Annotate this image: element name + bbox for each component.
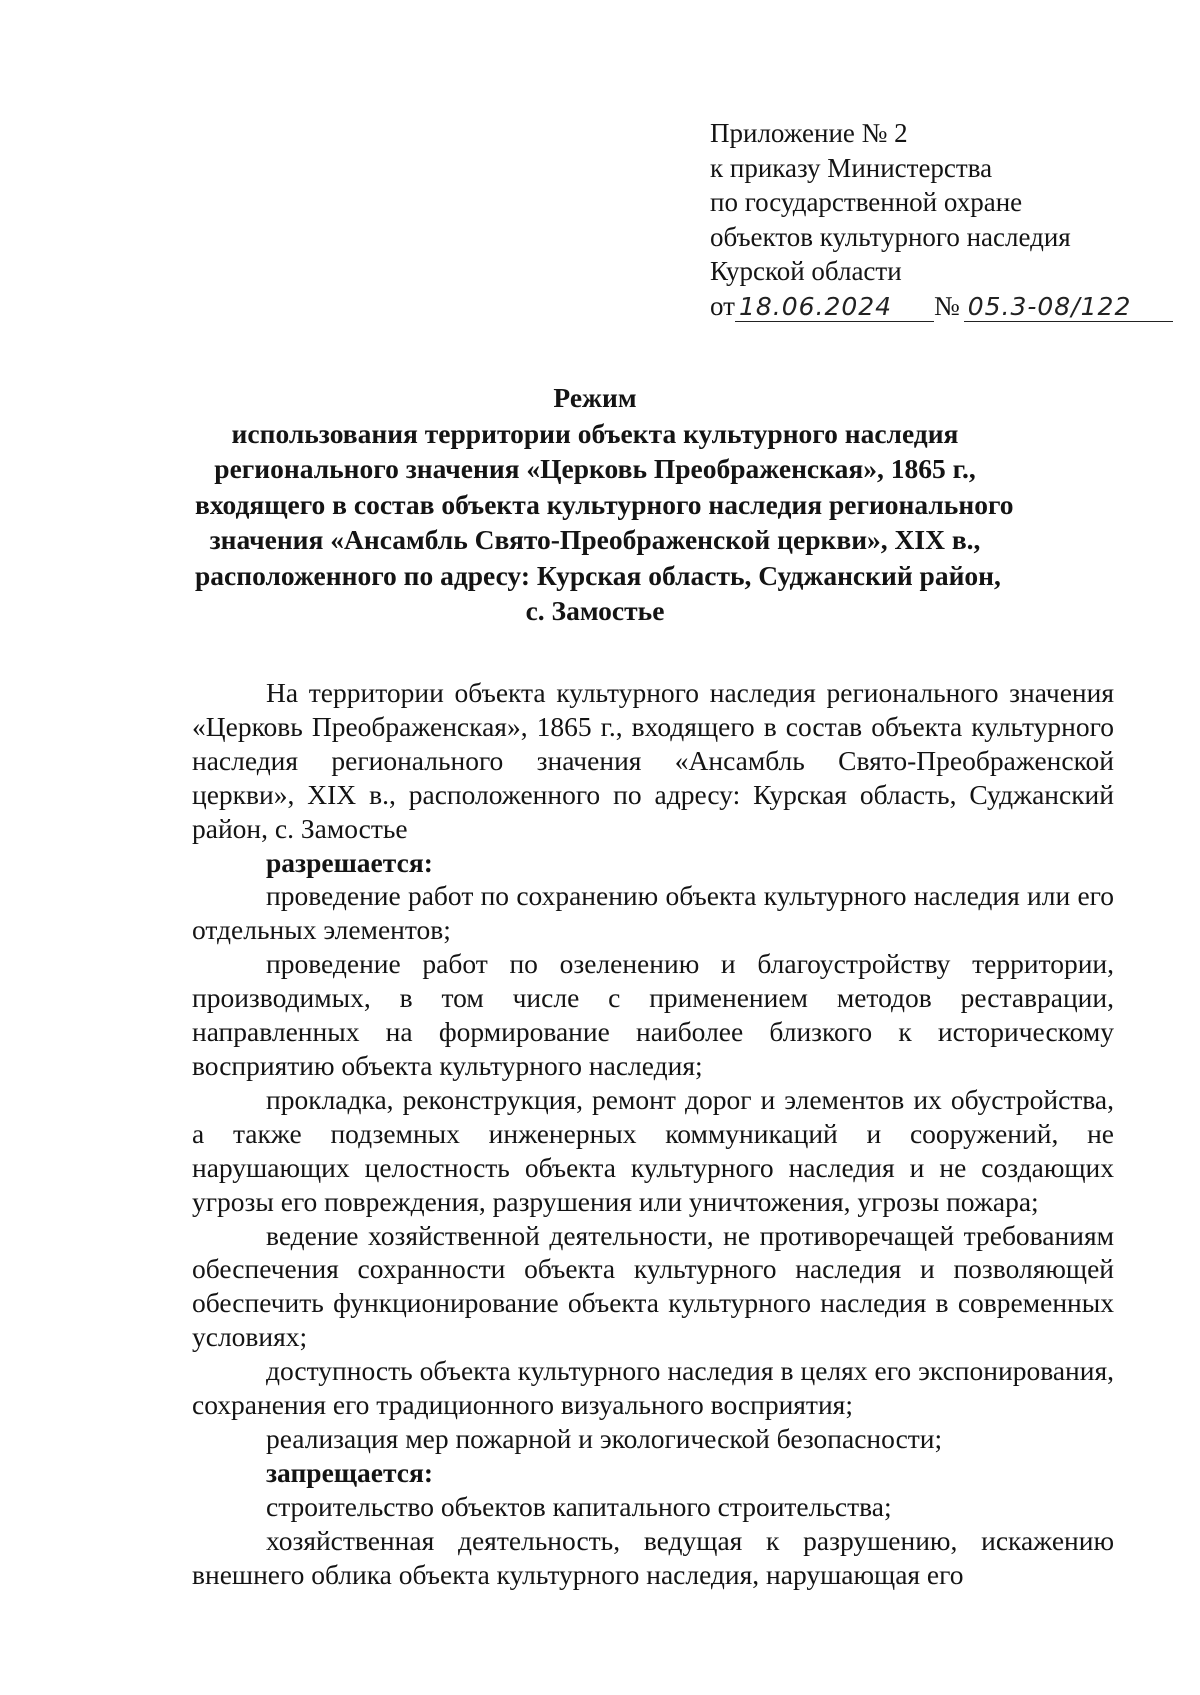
appendix-line: к приказу Министерства xyxy=(710,152,993,183)
forbidden-item: строительство объектов капитального строительства; xyxy=(266,1490,892,1522)
document-body xyxy=(192,676,1114,1591)
handwritten-order-number: 05.3-08/122 xyxy=(964,293,1173,322)
forbidden-item: хозяйственная деятельность, ведущая к разрушению, искажению внешнего облика объекта культурного наследия, нарушающая его xyxy=(192,1524,1114,1590)
order-date-number-line xyxy=(710,289,1173,324)
allowed-item: реализация мер пожарной и экологической безопасности; xyxy=(266,1422,943,1454)
title-line: использования территории объекта культурного наследия xyxy=(231,417,959,449)
title-line: Режим xyxy=(553,382,637,413)
appendix-header xyxy=(710,116,1173,323)
forbidden-heading: запрещается: xyxy=(266,1456,434,1488)
allowed-item: ведение хозяйственной деятельности, не противоречащей требованиям обеспечения сохранности объекта культурного наследия и позволяющей обеспечить функционирование объекта культурного наследия в современных условиях; xyxy=(192,1219,1114,1353)
allowed-heading: разрешается: xyxy=(266,846,433,878)
allowed-item: прокладка, реконструкция, ремонт дорог и элементов их обустройства, а также подземных инженерных коммуникаций и сооружений, не нарушающих целостность объекта культурного наследия и не создающих угрозы его повреждения, разрушения или уничтожения, угрозы пожара; xyxy=(192,1083,1114,1217)
allowed-item: доступность объекта культурного наследия в целях его экспонирования, сохранения его традиционного визуального восприятия; xyxy=(192,1355,1114,1421)
intro-paragraph: На территории объекта культурного наследия регионального значения «Церковь Преображенская», 1865 г., входящего в состав объекта культурного наследия регионального значения «Ансамбль Свято-Преображенской церкви», XIX в., расположенного по адресу: Курская область, Суджанский район, с. Замостье xyxy=(192,677,1114,844)
title-line: расположенного по адресу: Курская область, Суджанский район, xyxy=(195,559,1001,591)
title-line: входящего в состав объекта культурного наследия регионального xyxy=(195,488,1014,520)
appendix-line: Курской области xyxy=(710,256,902,286)
date-prefix: от xyxy=(710,290,735,321)
appendix-line: по государственной охране xyxy=(710,187,1023,217)
document-title xyxy=(195,380,1014,629)
allowed-item: проведение работ по сохранению объекта культурного наследия или его отдельных элементов; xyxy=(192,880,1114,946)
title-line: с. Замостье xyxy=(525,595,665,626)
number-prefix: № xyxy=(933,290,960,321)
handwritten-date: 18.06.2024 xyxy=(735,293,934,322)
title-line: значения «Ансамбль Свято-Преображенской церкви», XIX в., xyxy=(209,524,981,555)
appendix-line: Приложение № 2 xyxy=(710,118,908,148)
appendix-line: объектов культурного наследия xyxy=(710,221,1071,252)
title-line: регионального значения «Церковь Преображенская», 1865 г., xyxy=(214,453,976,484)
allowed-item: проведение работ по озеленению и благоустройству территории, производимых, в том числе с применением методов реставрации, направленных на формирование наиболее близкого к историческому восприятию объекта культурного наследия; xyxy=(192,948,1114,1081)
